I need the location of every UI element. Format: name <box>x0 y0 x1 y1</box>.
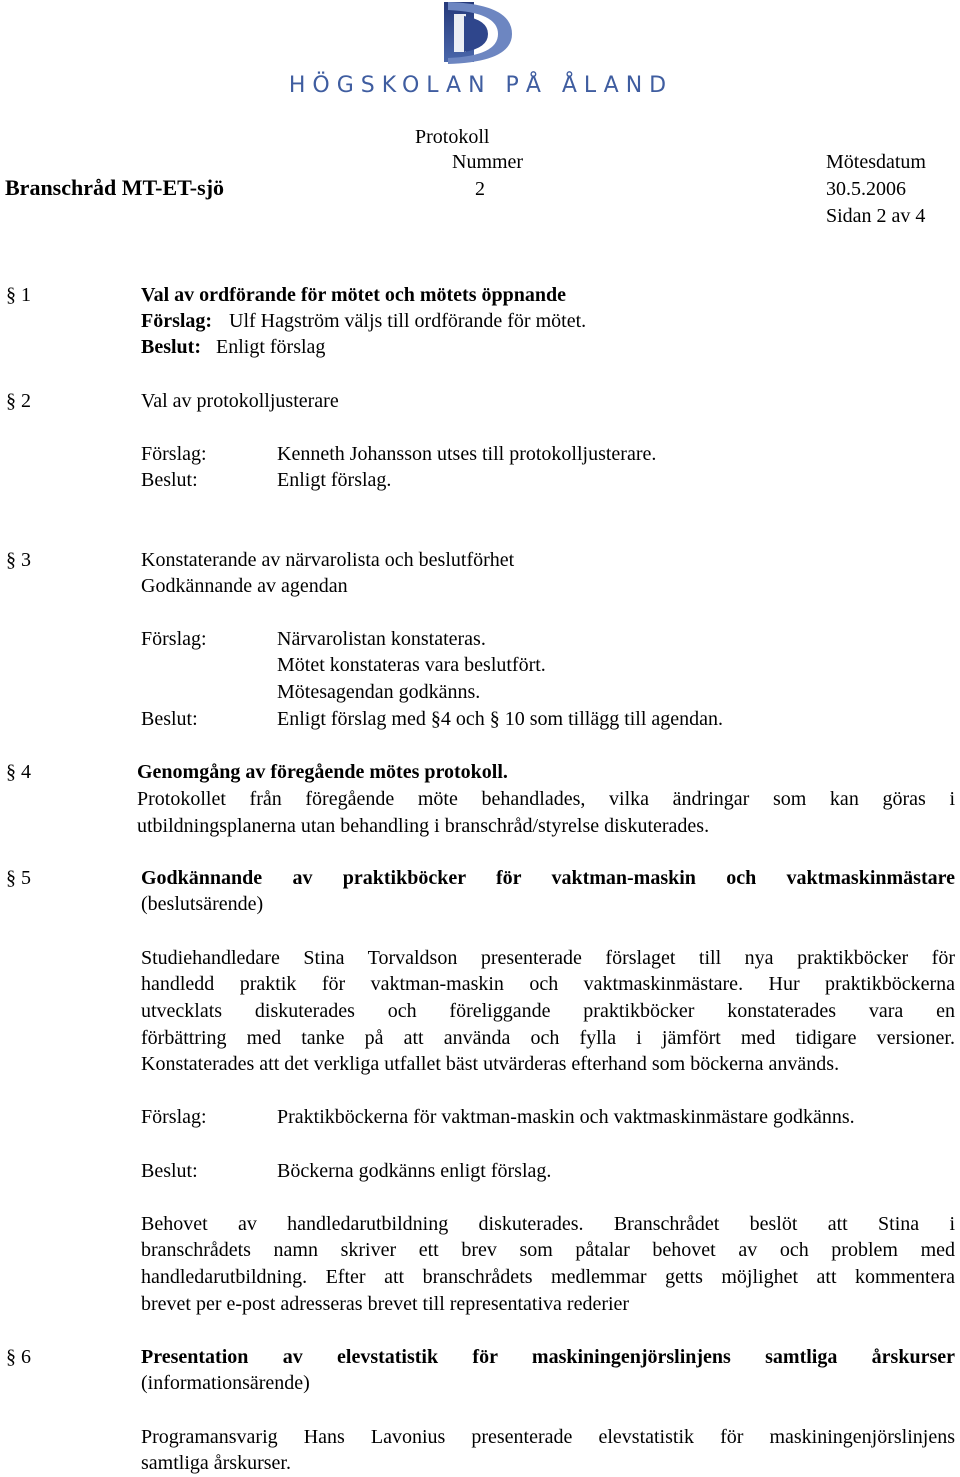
s1-beslut-text: Enligt förslag <box>216 336 326 358</box>
s6-number: 6 <box>21 1346 31 1368</box>
section-symbol: § <box>6 867 16 889</box>
s5-para1-line: Studiehandledare Stina Torvaldson presenterade förslaget till nya praktikböcker för <box>141 947 955 969</box>
logo-emblem <box>444 2 512 64</box>
s2-number: 2 <box>21 390 31 412</box>
s1-beslut-label: Beslut: <box>141 336 201 358</box>
s3-number: 3 <box>21 549 31 571</box>
s6-title: Presentation av elevstatistik för maskiningenjörslinjens samtliga årskurser <box>141 1346 955 1368</box>
s1-title: Val av ordförande för mötet och mötets öppnande <box>141 284 566 306</box>
s3-subtitle: Godkännande av agendan <box>141 575 348 597</box>
s5-para2-line: handledarutbildning. Efter att branschrådets medlemmar getts möjlighet att kommentera <box>141 1266 955 1288</box>
s1-number: 1 <box>21 284 31 306</box>
s5-para2-line: brevet per e-post adresseras brevet till representativa rederier <box>141 1293 630 1315</box>
page-indicator: Sidan 2 av 4 <box>826 205 926 227</box>
s5-para1-line: Konstaterades att det verkliga utfallet bäst utvärderas efterhand som böckerna används. <box>141 1053 840 1075</box>
section-symbol: § <box>6 1346 16 1368</box>
s3-forslag-line: Mötet konstateras vara beslutfört. <box>277 654 546 676</box>
s5-para2-line: Behovet av handledarutbildning diskuterades. Branschrådet beslöt att Stina i <box>141 1213 955 1235</box>
s3-beslut-mid1: 4 och <box>440 708 485 730</box>
s2-forslag-text: Kenneth Johansson utses till protokolljusterare. <box>277 443 657 465</box>
s3-title: Konstaterande av närvarolista och beslutförhet <box>141 549 515 571</box>
section-symbol: § <box>489 708 500 730</box>
s6-para-line: Programansvarig Hans Lavonius presenterade elevstatistik för maskiningenjörslinjens <box>141 1426 955 1448</box>
s3-beslut-label: Beslut: <box>141 708 198 730</box>
s5-para1-line: utvecklats diskuterades och föreliggande praktikböcker konstaterades vara en <box>141 1000 955 1022</box>
s4-text-line: Protokollet från föregående möte behandlades, vilka ändringar som kan göras i <box>137 788 955 810</box>
meeting-date: 30.5.2006 <box>826 178 906 200</box>
s6-para-line: samtliga årskurser. <box>141 1452 291 1474</box>
s2-beslut-label: Beslut: <box>141 469 198 491</box>
s5-number: 5 <box>21 867 31 889</box>
header-protokoll-label: Protokoll <box>415 126 490 148</box>
s3-forslag-label: Förslag: <box>141 628 207 650</box>
s5-para1-line: handledd praktik för vaktman-maskin och vaktmaskinmästare. Hur praktikböckerna <box>141 973 955 995</box>
s2-forslag-label: Förslag: <box>141 443 207 465</box>
s5-para1-line: förbättring med tanke på att använda och fylla i jämfört med tidigare versioner. <box>141 1027 955 1049</box>
s3-forslag-line: Mötesagendan godkänns. <box>277 681 481 703</box>
section-symbol: § <box>6 549 16 571</box>
s3-beslut-text <box>277 706 723 732</box>
s3-beslut-pre: Enligt förslag med <box>277 708 426 730</box>
section-symbol: § <box>6 761 16 783</box>
s4-number: 4 <box>21 761 31 783</box>
s1-forslag-label: Förslag: <box>141 310 213 332</box>
s5-para2-line: branschrådets namn skriver ett brev som påtalar behovet av och problem med <box>141 1239 955 1261</box>
s5-beslut-text: Böckerna godkänns enligt förslag. <box>277 1160 552 1182</box>
s6-title-note: (informationsärende) <box>141 1372 310 1394</box>
s3-beslut-mid2: 10 som tillägg till agendan. <box>504 708 724 730</box>
s5-forslag-text: Praktikböckerna för vaktman-maskin och vaktmaskinmästare godkänns. <box>277 1106 855 1128</box>
s5-forslag-label: Förslag: <box>141 1106 207 1128</box>
s5-beslut-label: Beslut: <box>141 1160 198 1182</box>
section-symbol: § <box>6 284 16 306</box>
meeting-number: 2 <box>475 178 485 200</box>
s5-title: Godkännande av praktikböcker för vaktman-maskin och vaktmaskinmästare <box>141 867 955 889</box>
s5-title-note: (beslutsärende) <box>141 893 264 915</box>
header-nummer-label: Nummer <box>452 151 524 173</box>
section-symbol: § <box>6 390 16 412</box>
s2-beslut-text: Enligt förslag. <box>277 469 392 491</box>
s3-forslag-line: Närvarolistan konstateras. <box>277 628 486 650</box>
s2-title: Val av protokolljusterare <box>141 390 339 412</box>
section-symbol: § <box>430 708 441 730</box>
s4-title: Genomgång av föregående mötes protokoll. <box>137 761 508 783</box>
s4-text-line: utbildningsplanerna utan behandling i branschråd/styrelse diskuterades. <box>137 815 710 837</box>
header-motesdatum-label: Mötesdatum <box>826 151 926 173</box>
logo-wordmark: HÖGSKOLAN PÅ ÅLAND <box>288 73 674 98</box>
s1-forslag-text: Ulf Hagström väljs till ordförande för mötet. <box>229 310 587 332</box>
committee-name: Branschråd MT-ET-sjö <box>5 175 225 200</box>
